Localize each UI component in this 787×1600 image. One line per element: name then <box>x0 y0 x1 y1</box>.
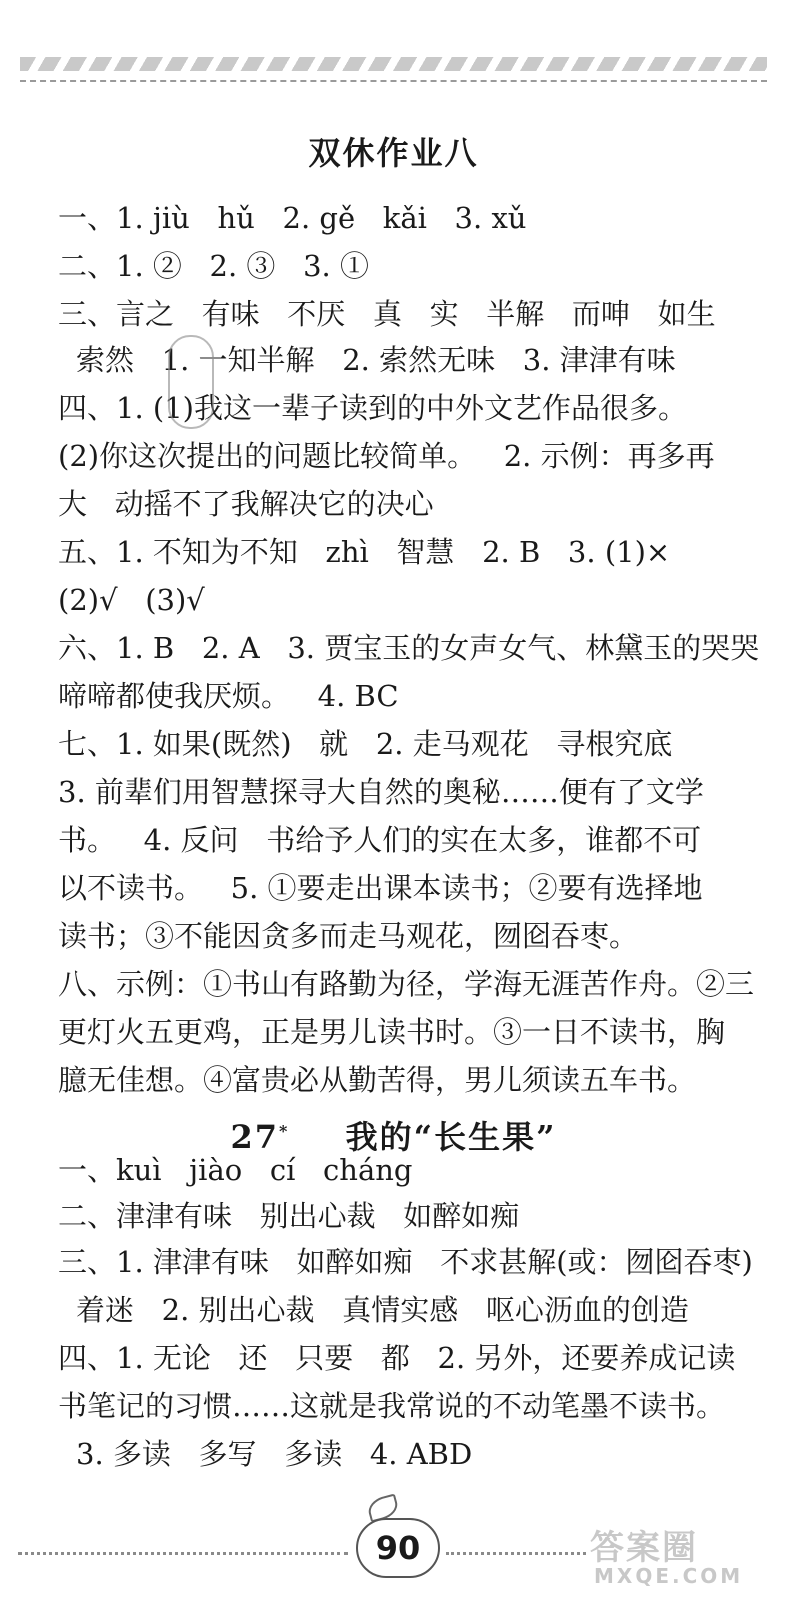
answer-line: 书。 4. 反问 书给予人们的实在太多，谁都不可 <box>58 823 702 857</box>
answer-line: 三、1. 津津有味 如醉如痴 不求甚解(或：囫囵吞枣) <box>58 1245 753 1279</box>
answer-line: 一、1. jiù hǔ 2. gě kǎi 3. xǔ <box>58 201 527 235</box>
answer-line: (2)√ (3)√ <box>58 583 205 617</box>
answer-line: 一、kuì jiào cí cháng <box>58 1153 413 1187</box>
top-decorative-band <box>20 57 767 71</box>
answer-line: (2)你这次提出的问题比较简单。 2. 示例：再多再 <box>58 439 715 473</box>
watermark <box>590 1520 770 1586</box>
answer-line: 三、言之 有味 不厌 真 实 半解 而呻 如生 <box>58 297 716 331</box>
lesson-star: * <box>279 1121 290 1141</box>
section-title-weekend-homework: 双休作业八 <box>308 134 479 172</box>
footer-dotted-line-right <box>446 1552 586 1555</box>
lesson-title: 我的“长生果” <box>345 1118 557 1156</box>
answer-line: 四、1. (1)我这一辈子读到的中外文艺作品很多。 <box>58 391 687 425</box>
answer-line: 八、示例：①书山有路勤为径，学海无涯苦作舟。②三 <box>58 967 755 1001</box>
top-dashed-rule <box>20 80 767 82</box>
answer-line: 二、津津有味 别出心裁 如醉如痴 <box>58 1199 520 1233</box>
answer-line: 索然 1. 一知半解 2. 索然无味 3. 津津有味 <box>76 343 676 377</box>
answer-line: 五、1. 不知为不知 zhì 智慧 2. B 3. (1)× <box>58 535 671 569</box>
lesson-number: 27 <box>230 1118 280 1156</box>
footer-dotted-line-left <box>18 1552 348 1555</box>
page-number-badge: 90 <box>356 1518 440 1578</box>
answer-line: 臆无佳想。④富贵必从勤苦得，男儿须读五车书。 <box>58 1063 697 1097</box>
answer-line: 啼啼都使我厌烦。 4. BC <box>58 679 399 713</box>
answer-line: 二、1. ② 2. ③ 3. ① <box>58 249 369 283</box>
answer-line: 七、1. 如果(既然) 就 2. 走马观花 寻根究底 <box>58 727 673 761</box>
answer-line: 四、1. 无论 还 只要 都 2. 另外，还要养成记读 <box>58 1341 736 1375</box>
answer-line: 3. 多读 多写 多读 4. ABD <box>76 1437 473 1471</box>
watermark-en: MXQE.COM <box>594 1564 744 1588</box>
answer-line: 读书；③不能因贪多而走马观花，囫囵吞枣。 <box>58 919 639 953</box>
watermark-cn: 答案圈 <box>590 1528 698 1568</box>
answer-line: 以不读书。 5. ①要走出课本读书；②要有选择地 <box>58 871 703 905</box>
answer-line: 书笔记的习惯……这就是我常说的不动笔墨不读书。 <box>58 1389 726 1423</box>
answer-line: 大 动摇不了我解决它的决心 <box>58 487 434 521</box>
answer-line: 更灯火五更鸡，正是男儿读书时。③一日不读书，胸 <box>58 1015 726 1049</box>
answer-line: 3. 前辈们用智慧探寻大自然的奥秘……便有了文学 <box>58 775 704 809</box>
answer-line: 着迷 2. 别出心裁 真情实感 呕心沥血的创造 <box>76 1293 689 1327</box>
stamp-mark <box>168 335 214 429</box>
answer-line: 六、1. B 2. A 3. 贾宝玉的女声女气、林黛玉的哭哭 <box>58 631 760 665</box>
